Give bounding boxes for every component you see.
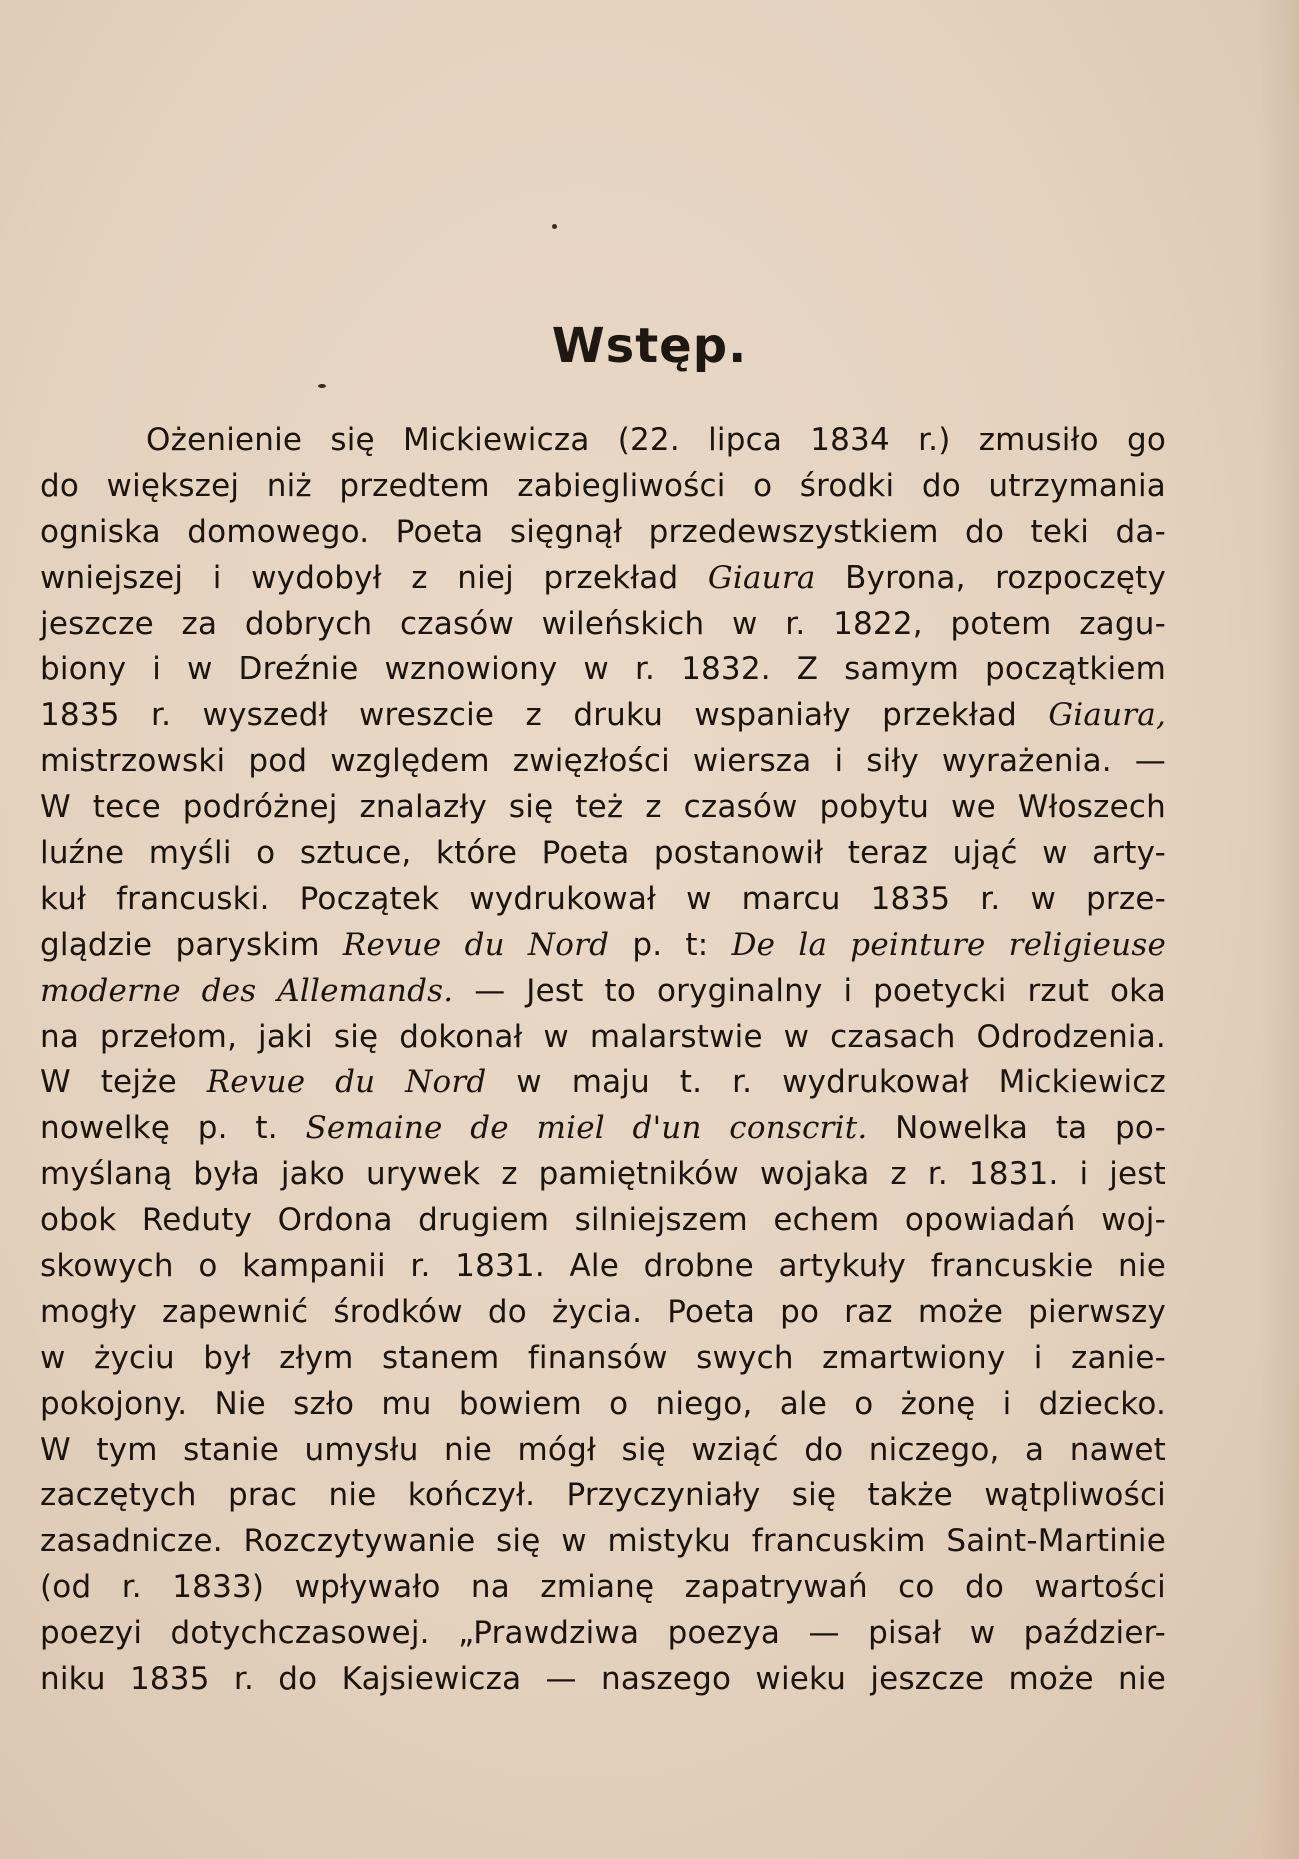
text-line xyxy=(40,1060,1166,1106)
body-paragraph xyxy=(40,418,1166,1703)
text-line xyxy=(40,1198,1166,1244)
text-segment: p. t: xyxy=(609,926,732,963)
text-line xyxy=(40,1473,1166,1519)
text-segment: myślaną była jako urywek z pamiętników wojaka z r. 1831. i jest xyxy=(40,1156,1166,1193)
text-line xyxy=(40,1244,1166,1290)
ink-speck xyxy=(318,384,326,388)
text-line xyxy=(40,464,1166,510)
text-segment: zasadnicze. Rozczytywanie się w mistyku francuskim Saint-Martinie xyxy=(40,1523,1166,1560)
text-segment: nowelkę p. t. xyxy=(40,1110,306,1147)
text-line xyxy=(40,1152,1166,1198)
text-line xyxy=(40,510,1166,556)
text-segment: Ożenienie się Mickiewicza (22. lipca 1834 r.) zmusiło go xyxy=(146,422,1166,458)
text-segment: w maju t. r. wydrukował Mickiewicz xyxy=(486,1064,1166,1101)
text-segment: w życiu był złym stanem finansów swych zmartwiony i zanie- xyxy=(40,1339,1166,1376)
italic-title-text: Giaura xyxy=(707,559,816,596)
text-line xyxy=(40,1015,1166,1061)
text-line xyxy=(40,1565,1166,1611)
text-segment: jeszcze za dobrych czasów wileńskich w r. 1822, potem zagu- xyxy=(40,605,1166,642)
text-line xyxy=(40,877,1166,923)
text-line xyxy=(40,923,1166,969)
text-line xyxy=(40,1428,1166,1474)
text-segment: kuł francuski. Początek wydrukował w marcu 1835 r. w prze- xyxy=(40,880,1166,917)
text-line xyxy=(40,647,1166,693)
text-segment: na przełom, jaki się dokonał w malarstwie w czasach Odrodzenia. xyxy=(40,1018,1166,1055)
page-title: Wstęp. xyxy=(551,318,748,374)
italic-title-text: Giaura, xyxy=(1048,697,1166,734)
text-segment: mogły zapewnić środków do życia. Poeta po raz może pierwszy xyxy=(40,1293,1166,1330)
text-line xyxy=(40,969,1166,1015)
text-segment: W tejże xyxy=(40,1064,207,1101)
text-segment: skowych o kampanii r. 1831. Ale drobne artykuły francuskie nie xyxy=(40,1248,1166,1285)
text-segment: ogniska domowego. Poeta sięgnął przedewszystkiem do teki da- xyxy=(40,513,1166,550)
text-line xyxy=(40,693,1166,739)
text-segment: glądzie paryskim xyxy=(40,926,343,963)
text-segment: Nowelka ta po- xyxy=(867,1110,1166,1147)
text-line xyxy=(40,1519,1166,1565)
text-segment: zaczętych prac nie kończył. Przyczyniały się także wątpliwości xyxy=(40,1477,1166,1514)
text-line xyxy=(40,418,1166,464)
text-segment: — Jest to oryginalny i poetycki rzut oka xyxy=(453,972,1166,1009)
text-segment: biony i w Dreźnie wznowiony w r. 1832. Z samym początkiem xyxy=(40,651,1166,688)
italic-title-text: moderne des Allemands. xyxy=(40,972,454,1009)
text-line xyxy=(40,602,1166,648)
text-line xyxy=(40,739,1166,785)
text-segment: obok Reduty Ordona drugiem silniejszem echem opowiadań woj- xyxy=(40,1202,1166,1239)
text-line xyxy=(40,785,1166,831)
text-line xyxy=(40,1611,1166,1657)
text-line xyxy=(40,1382,1166,1428)
text-segment: do większej niż przedtem zabiegliwości o środki do utrzymania xyxy=(40,467,1166,504)
italic-title-text: De la peinture religieuse xyxy=(731,926,1166,963)
text-line xyxy=(40,1106,1166,1152)
text-line xyxy=(40,1657,1166,1703)
text-segment: W tym stanie umysłu nie mógł się wziąć do niczego, a nawet xyxy=(40,1431,1166,1468)
text-segment: wniejszej i wydobył z niej przekład xyxy=(40,559,708,596)
italic-title-text: Revue du Nord xyxy=(206,1064,487,1101)
text-segment: poezyi dotychczasowej. „Prawdziwa poezya — pisał w paździer- xyxy=(40,1615,1166,1652)
text-segment: pokojony. Nie szło mu bowiem o niego, ale o żonę i dziecko. xyxy=(40,1385,1166,1422)
text-segment: niku 1835 r. do Kajsiewicza — naszego wieku jeszcze może nie xyxy=(40,1661,1166,1698)
text-line xyxy=(40,556,1166,602)
text-line xyxy=(40,1336,1166,1382)
italic-title-text: Revue du Nord xyxy=(342,926,610,963)
text-segment: 1835 r. wyszedł wreszcie z druku wspaniały przekład xyxy=(40,697,1049,734)
ink-speck xyxy=(552,224,557,229)
text-segment: W tece podróżnej znalazły się też z czasów pobytu we Włoszech xyxy=(40,789,1166,826)
text-line xyxy=(40,1290,1166,1336)
text-segment: (od r. 1833) wpływało na zmianę zapatrywań co do wartości xyxy=(40,1569,1166,1606)
text-segment: Byrona, rozpoczęty xyxy=(815,559,1166,596)
text-segment: luźne myśli o sztuce, które Poeta postanowił teraz ująć w arty- xyxy=(40,835,1166,872)
text-segment: mistrzowski pod względem zwięzłości wiersza i siły wyrażenia. — xyxy=(40,743,1166,780)
text-line xyxy=(40,831,1166,877)
italic-title-text: Semaine de miel d'un conscrit. xyxy=(305,1110,868,1147)
